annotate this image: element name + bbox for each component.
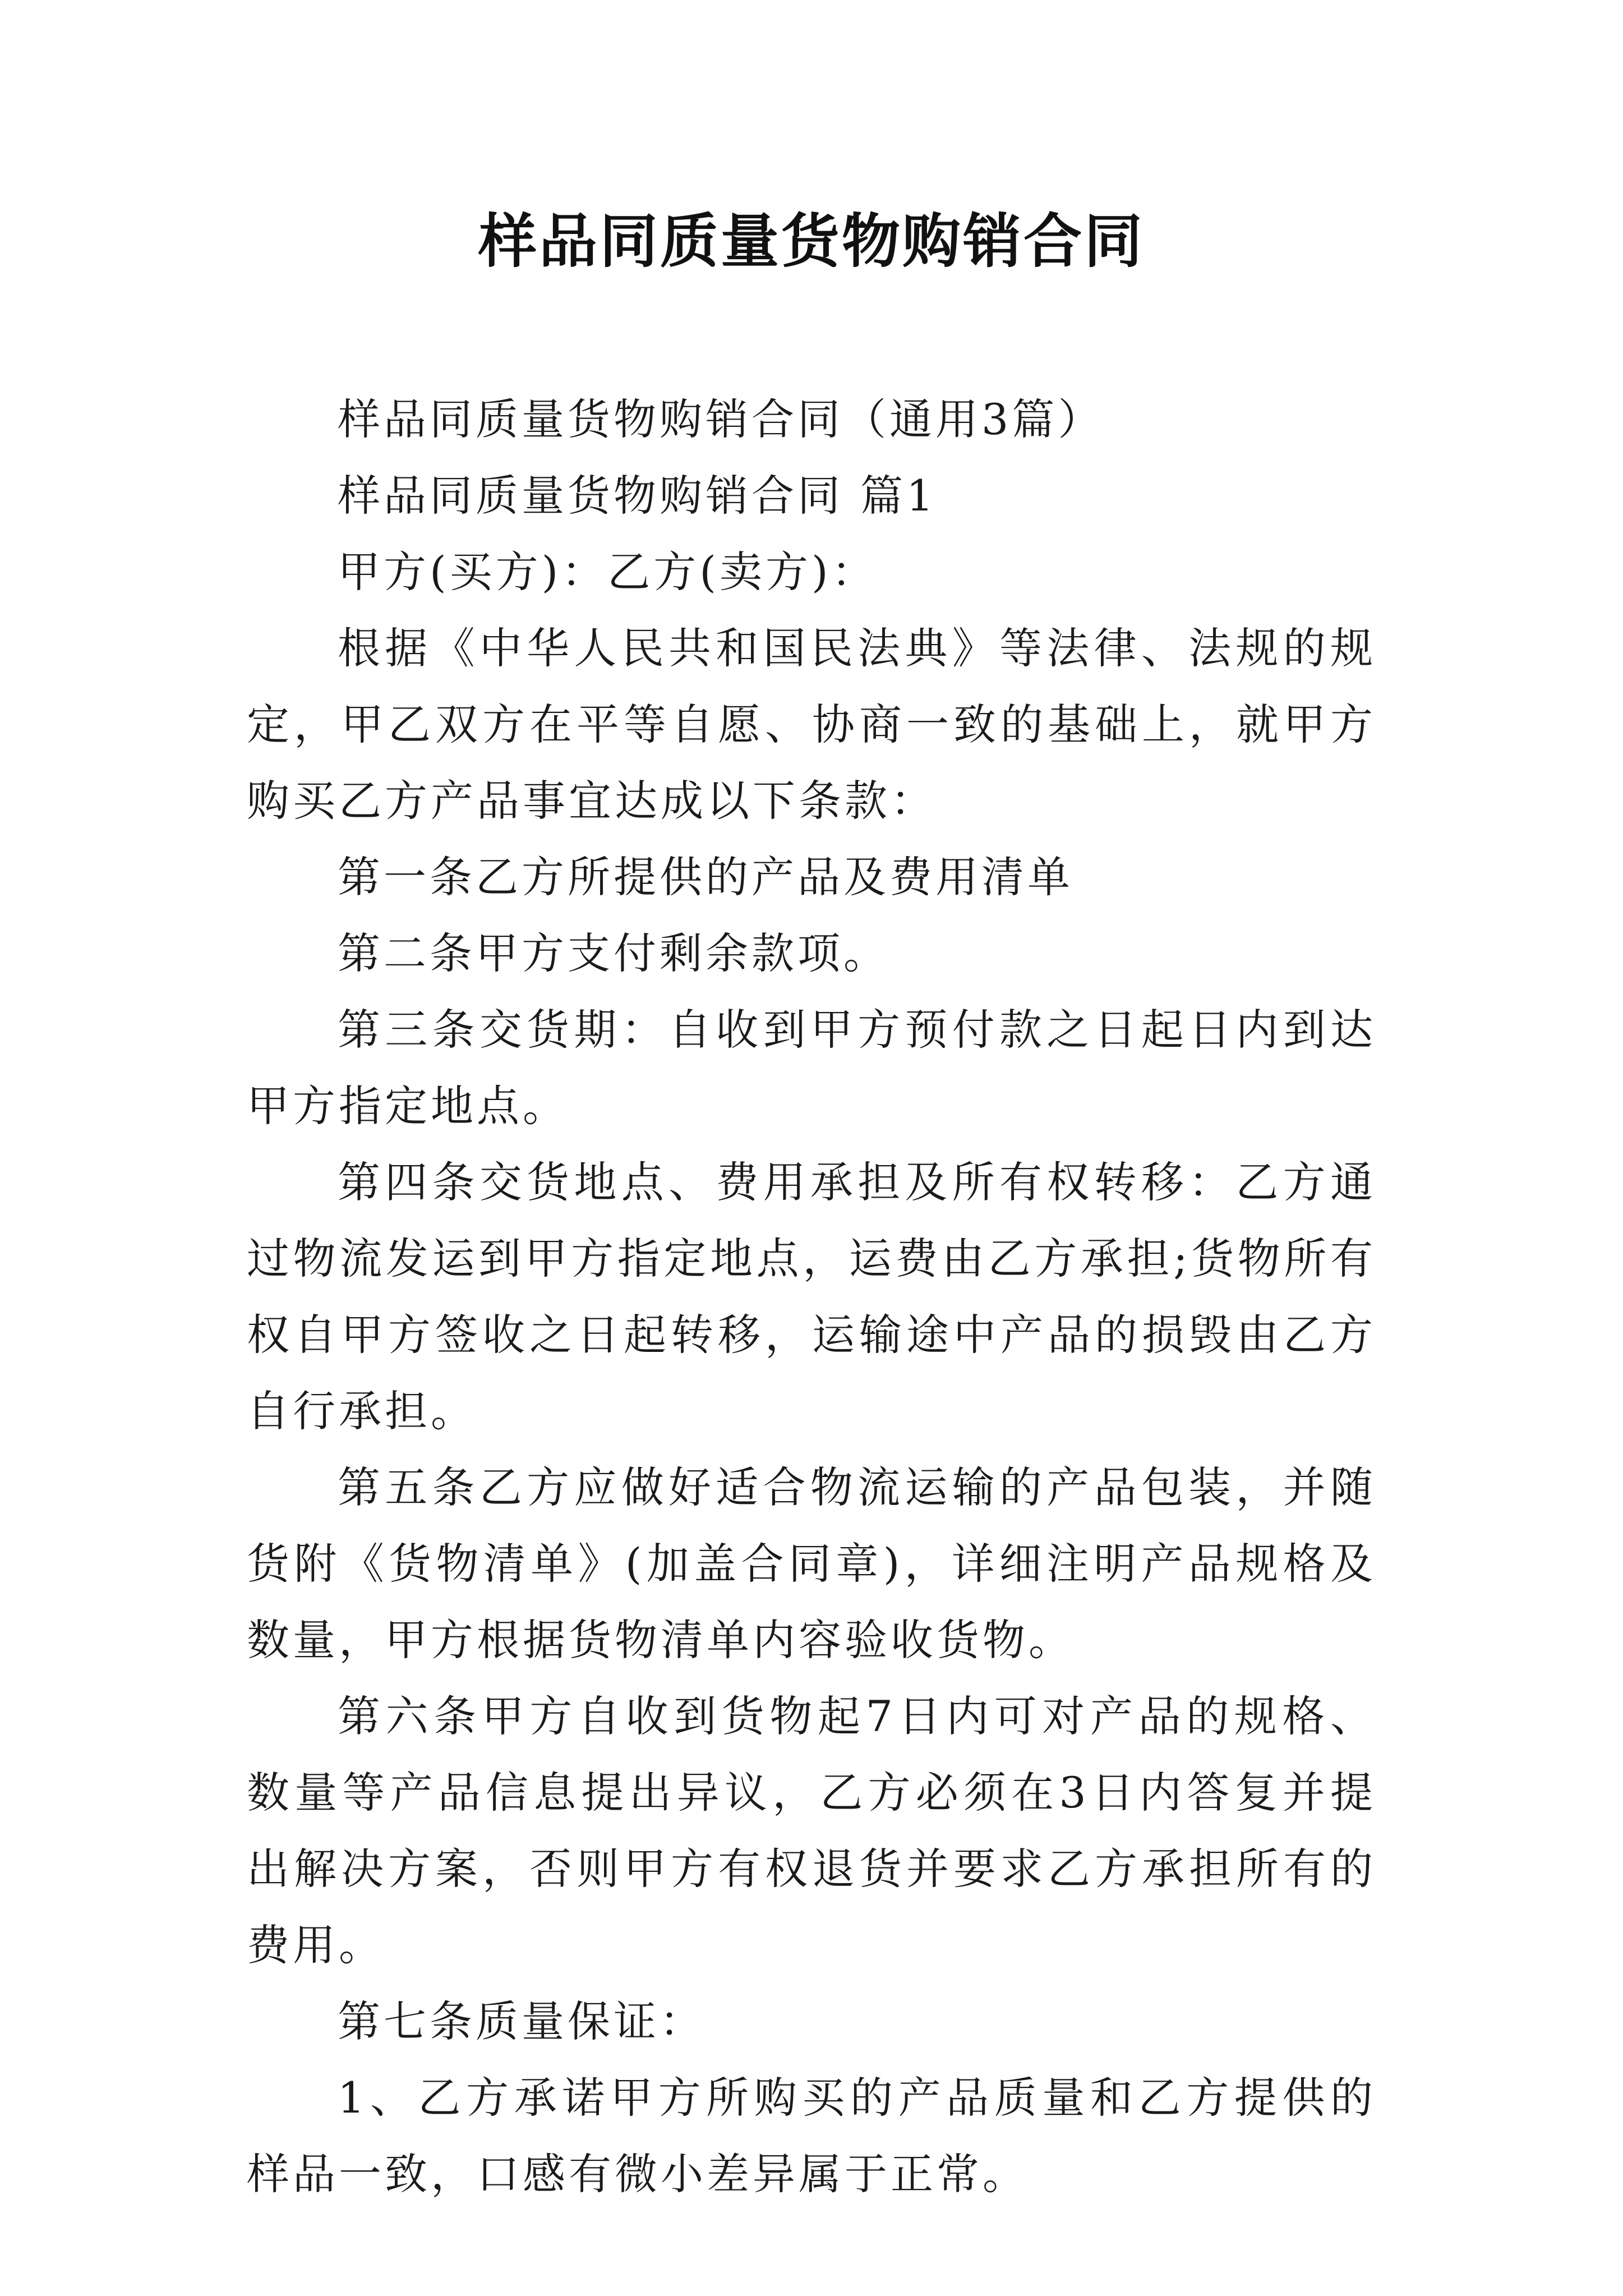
paragraph-article-1: 第一条乙方所提供的产品及费用清单 xyxy=(338,852,1073,902)
paragraph-parties: 甲方(买方)：乙方(卖方)： xyxy=(338,547,878,597)
paragraph-article-4: 第四条交货地点、费用承担及所有权转移：乙方通过物流发运到甲方指定地点，运费由乙方承担;货物所有权自甲方签收之日起转移，运输途中产品的损毁由乙方自行承担。 xyxy=(247,1157,1376,1436)
document-body xyxy=(247,381,1376,2212)
paragraph-section-heading: 样品同质量货物购销合同 篇1 xyxy=(338,471,937,521)
paragraph-preamble: 根据《中华人民共和国民法典》等法律、法规的规定，甲乙双方在平等自愿、协商一致的基础上，就甲方购买乙方产品事宜达成以下条款： xyxy=(247,623,1376,826)
paragraph-article-7-item-1: 1、乙方承诺甲方所购买的产品质量和乙方提供的样品一致，口感有微小差异属于正常。 xyxy=(247,2073,1376,2199)
paragraph-article-3: 第三条交货期：自收到甲方预付款之日起日内到达甲方指定地点。 xyxy=(247,1005,1376,1131)
paragraph-article-2: 第二条甲方支付剩余款项。 xyxy=(338,928,889,978)
paragraph-subtitle: 样品同质量货物购销合同（通用3篇） xyxy=(338,394,1104,444)
paragraph-article-6: 第六条甲方自收到货物起7日内可对产品的规格、数量等产品信息提出异议，乙方必须在3日内答复并提出解决方案，否则甲方有权退货并要求乙方承担所有的费用。 xyxy=(247,1691,1376,1970)
document-title: 样品同质量货物购销合同 xyxy=(478,206,1145,275)
paragraph-article-7: 第七条质量保证： xyxy=(338,1996,706,2046)
paragraph-article-5: 第五条乙方应做好适合物流运输的产品包装，并随货附《货物清单》(加盖合同章)，详细注明产品规格及数量，甲方根据货物清单内容验收货物。 xyxy=(247,1462,1376,1665)
